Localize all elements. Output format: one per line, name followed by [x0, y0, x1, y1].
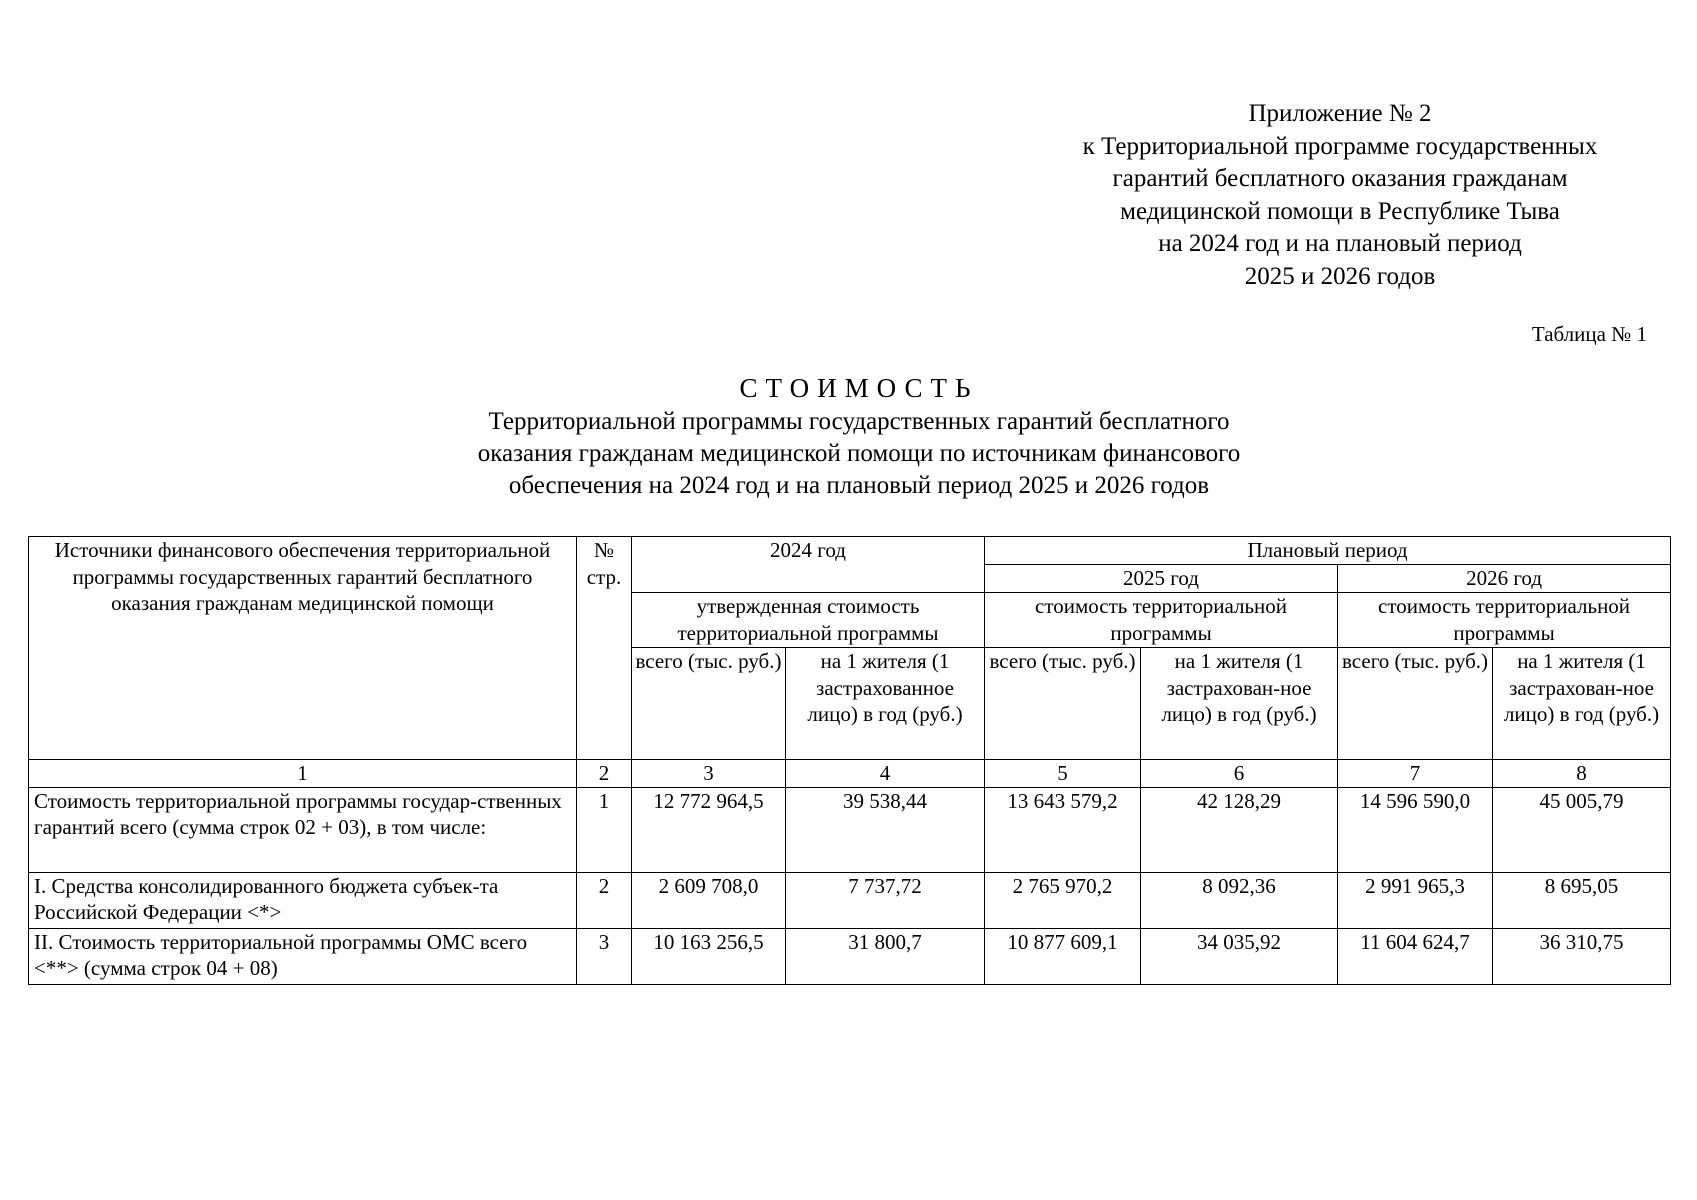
row-source: Стоимость территориальной программы государ-ственных гарантий всего (сумма строк 02 + 03), в том числе: — [29, 787, 577, 872]
row-no: 1 — [577, 787, 632, 872]
appendix-line: медицинской помощи в Республике Тыва — [1120, 197, 1560, 225]
row-total-2025: 13 643 579,2 — [985, 787, 1141, 872]
document-title — [300, 372, 1418, 502]
table-row — [29, 872, 1671, 928]
column-number: 6 — [1141, 760, 1338, 788]
title-main: СТОИМОСТЬ — [739, 373, 979, 403]
header-year-2024: 2024 год — [632, 537, 985, 593]
column-numbers-row — [29, 760, 1671, 788]
column-number: 7 — [1338, 760, 1493, 788]
title-sub-line: оказания гражданам медицинской помощи по источникам финансового — [477, 440, 1241, 467]
column-number: 5 — [985, 760, 1141, 788]
appendix-line: к Территориальной программе государственных — [1082, 132, 1598, 160]
row-source: I. Средства консолидированного бюджета субъек-та Российской Федерации <*> — [29, 872, 577, 928]
appendix-line: 2025 и 2026 годов — [1244, 262, 1436, 290]
table-row — [29, 787, 1671, 872]
title-sub-line: Территориальной программы государственных гарантий бесплатного — [488, 408, 1230, 435]
row-total-2024: 2 609 708,0 — [632, 872, 786, 928]
header-year-2025: 2025 год — [985, 565, 1338, 593]
row-total-2025: 10 877 609,1 — [985, 928, 1141, 984]
row-total-2026: 11 604 624,7 — [1338, 928, 1493, 984]
row-per-capita-2025: 42 128,29 — [1141, 787, 1338, 872]
row-per-capita-2025: 34 035,92 — [1141, 928, 1338, 984]
header-approved-cost: утвержденная стоимость территориальной программы — [632, 593, 985, 648]
title-subtitle — [300, 406, 1418, 502]
appendix-line: Приложение № 2 — [1248, 100, 1432, 127]
column-number: 4 — [786, 760, 985, 788]
row-total-2024: 10 163 256,5 — [632, 928, 786, 984]
header-year-2026: 2026 год — [1338, 565, 1671, 593]
row-no: 3 — [577, 928, 632, 984]
header-per-capita-2026: на 1 жителя (1 застрахован-ное лицо) в год (руб.) — [1493, 648, 1671, 760]
header-total-2025: всего (тыс. руб.) — [985, 648, 1141, 760]
column-number: 1 — [29, 760, 577, 788]
header-sources: Источники финансового обеспечения территориальной программы государственных гарантий бесплатного оказания гражданам медицинской помощи — [29, 537, 577, 760]
table-row — [29, 928, 1671, 984]
row-total-2025: 2 765 970,2 — [985, 872, 1141, 928]
row-per-capita-2024: 31 800,7 — [786, 928, 985, 984]
row-total-2024: 12 772 964,5 — [632, 787, 786, 872]
row-per-capita-2026: 8 695,05 — [1493, 872, 1671, 928]
row-per-capita-2024: 7 737,72 — [786, 872, 985, 928]
header-total-2026: всего (тыс. руб.) — [1338, 648, 1493, 760]
title-sub-line: обеспечения на 2024 год и на плановый период 2025 и 2026 годов — [508, 472, 1210, 499]
appendix-line: гарантий бесплатного оказания гражданам — [1112, 165, 1568, 192]
column-number: 2 — [577, 760, 632, 788]
table-label: Таблица № 1 — [1531, 322, 1647, 346]
header-per-capita-2024: на 1 жителя (1 застрахованное лицо) в год (руб.) — [786, 648, 985, 760]
row-source: II. Стоимость территориальной программы ОМС всего <**> (сумма строк 04 + 08) — [29, 928, 577, 984]
column-number: 8 — [1493, 760, 1671, 788]
row-total-2026: 2 991 965,3 — [1338, 872, 1493, 928]
header-cost-2025: стоимость территориальной программы — [985, 593, 1338, 648]
cost-table — [28, 536, 1671, 985]
row-per-capita-2024: 39 538,44 — [786, 787, 985, 872]
header-planned-period: Плановый период — [985, 537, 1671, 565]
row-per-capita-2026: 36 310,75 — [1493, 928, 1671, 984]
row-per-capita-2026: 45 005,79 — [1493, 787, 1671, 872]
header-cost-2026: стоимость территориальной программы — [1338, 593, 1671, 648]
header-row-no: № стр. — [577, 537, 632, 760]
column-number: 3 — [632, 760, 786, 788]
header-per-capita-2025: на 1 жителя (1 застрахован-ное лицо) в год (руб.) — [1141, 648, 1338, 760]
header-total-2024: всего (тыс. руб.) — [632, 648, 786, 760]
row-no: 2 — [577, 872, 632, 928]
row-total-2026: 14 596 590,0 — [1338, 787, 1493, 872]
row-per-capita-2025: 8 092,36 — [1141, 872, 1338, 928]
appendix-line: на 2024 год и на плановый период — [1158, 230, 1522, 257]
appendix-block — [1030, 98, 1650, 293]
